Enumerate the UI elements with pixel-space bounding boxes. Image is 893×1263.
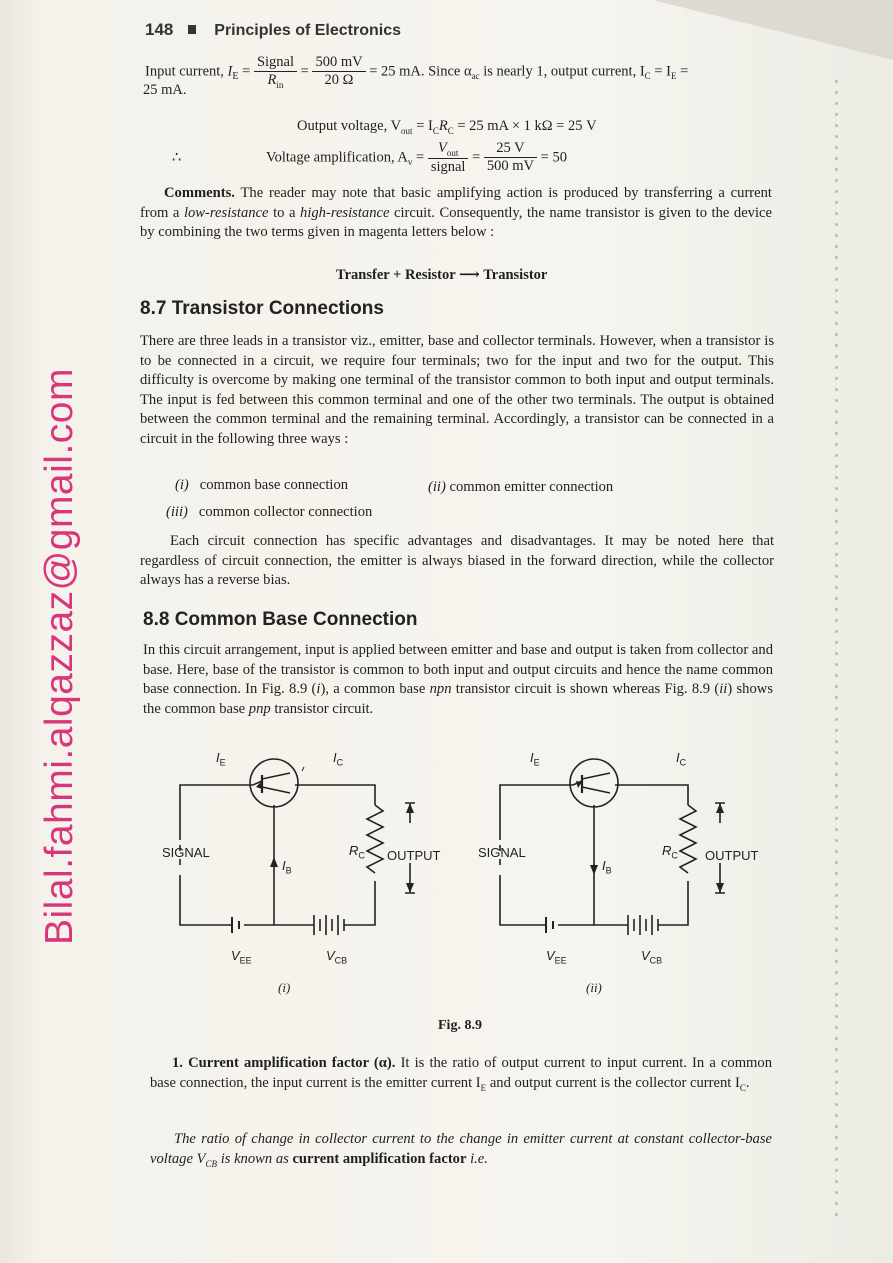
left-figure-label: (i) xyxy=(278,980,291,995)
left-output-label: OUTPUT xyxy=(387,848,441,863)
right-ic-label: $I_C$ xyxy=(676,750,687,768)
therefore-symbol: ∴ xyxy=(172,150,182,166)
vcb-battery xyxy=(628,915,658,935)
right-ie-label: $I_E$ xyxy=(530,750,540,768)
caf-definition: The ratio of change in collector current to the change in emitter current at constant collector-base voltage $V_{CB}$ is known as current amplification factor i.e. xyxy=(150,1131,772,1169)
emitter-wire xyxy=(180,785,253,840)
email-watermark: Bilal.fahmi.alqazzaz@gmail.com xyxy=(38,368,81,945)
header-square-icon xyxy=(188,25,196,34)
signal-over-rin: $\frac{\text{Signal}}{R_{in}}$ xyxy=(254,54,297,90)
vee-battery xyxy=(232,917,239,933)
voltage-amplification-equation: Voltage amplification, $A_v$ = $\frac{V_{out}}{\text{signal}}$ = $\frac{25 V}{500 mV}$ = 50 xyxy=(266,140,567,175)
page-number: 148 xyxy=(145,20,174,39)
circuit-diagram-npn xyxy=(150,745,450,995)
load-resistor-rc xyxy=(367,805,383,873)
input-current-equation: Input current, $I_E$ = $\frac{\text{Signal}}{R_{in}}$ = $\frac{500 mV}{20 \Omega}$ = 25 mA. Since $\alpha_{ac}$ is nearly 1, output current, $I_C = I_E$ = xyxy=(145,54,689,90)
right-figure-label: (ii) xyxy=(586,980,602,995)
section-8-8-title: 8.8 Common Base Connection xyxy=(143,609,418,630)
left-rc-label: $R_C$ xyxy=(349,843,365,861)
list-item: (i) common base connection xyxy=(175,477,349,493)
right-vcb-label: $V_{CB}$ xyxy=(641,948,663,966)
section-8-8-paragraph: In this circuit arrangement, input is applied between emitter and base and output is taken from collector and base. Here, base of the transistor is common to both input and output circuits and hence the name common base connection. In Fig. 8.9 (i), a common base npn transistor circuit is shown whereas Fig. 8.9 (ii) shows the common base pnp transistor circuit. xyxy=(143,642,773,717)
binding-dots xyxy=(835,80,838,1220)
right-rc-label: $R_C$ xyxy=(662,843,678,861)
collector-wire xyxy=(295,785,375,805)
vcb-battery xyxy=(314,915,344,935)
left-ie-label: $I_E$ xyxy=(216,750,226,768)
caf-paragraph: 1. Current amplification factor (α). It is the ratio of output current to input current. In a common base connection, the input current is the emitter current $I_E$ and output current is the collector current $I_C$. xyxy=(150,1055,772,1093)
output-voltage-equation: Output voltage, $V_{out} = I_CR_C = 25$ mA × 1 kΩ = 25 V xyxy=(297,118,597,136)
left-vcb-label: $V_{CB}$ xyxy=(326,948,348,966)
vee-battery xyxy=(546,917,553,933)
section-8-7-paragraph: There are three leads in a transistor viz., emitter, base and collector terminals. However, when a transistor is to be connected in a circuit, we require four terminals; two for the input and two for the output. This difficulty is overcome by making one terminal of the transistor common to both input and output terminals. The input is fed between this common terminal and one of the other two terminals. The output is obtained between the common terminal and the remaining terminal. Accordingly, a transistor can be connected in a circuit in the following three ways : xyxy=(140,333,774,447)
page-header xyxy=(145,20,401,40)
input-current-result: 25 mA. xyxy=(143,82,187,98)
left-ic-label: $I_C$ xyxy=(333,750,344,768)
right-output-label: OUTPUT xyxy=(705,848,759,863)
page-corner-shadow xyxy=(653,0,893,60)
section-8-7-title: 8.7 Transistor Connections xyxy=(140,298,384,319)
transfer-resistor-transistor: Transfer + Resistor ⟶ Transistor xyxy=(336,267,548,283)
right-signal-label: SIGNAL xyxy=(478,845,526,860)
load-resistor-rc xyxy=(680,805,696,873)
left-vee-label: $V_{EE}$ xyxy=(231,948,252,966)
500mv-over-20ohm: $\frac{500 mV}{20 \Omega}$ xyxy=(312,54,365,89)
left-signal-label: SIGNAL xyxy=(162,845,210,860)
list-item: (iii) common collector connection xyxy=(166,504,373,520)
list-item: (ii) common emitter connection xyxy=(428,479,614,495)
comments-paragraph: Comments. The reader may note that basic amplifying action is produced by transferring a current from a low-resistance to a high-resistance circuit. Consequently, the name transistor is given to the device by combining the two terms given in magenta letters below : xyxy=(140,185,772,240)
section-8-7-paragraph-2: Each circuit connection has specific advantages and disadvantages. It may be noted here that regardless of circuit connection, the emitter is always biased in the forward direction, while the collector always has a reverse bias. xyxy=(140,533,774,588)
right-ib-label: $I_B$ xyxy=(602,858,612,876)
left-ib-label: $I_B$ xyxy=(282,858,292,876)
figure-caption: Fig. 8.9 xyxy=(438,1018,482,1033)
book-title: Principles of Electronics xyxy=(214,22,402,39)
circuit-diagram-pnp xyxy=(470,745,770,995)
right-vee-label: $V_{EE}$ xyxy=(546,948,567,966)
